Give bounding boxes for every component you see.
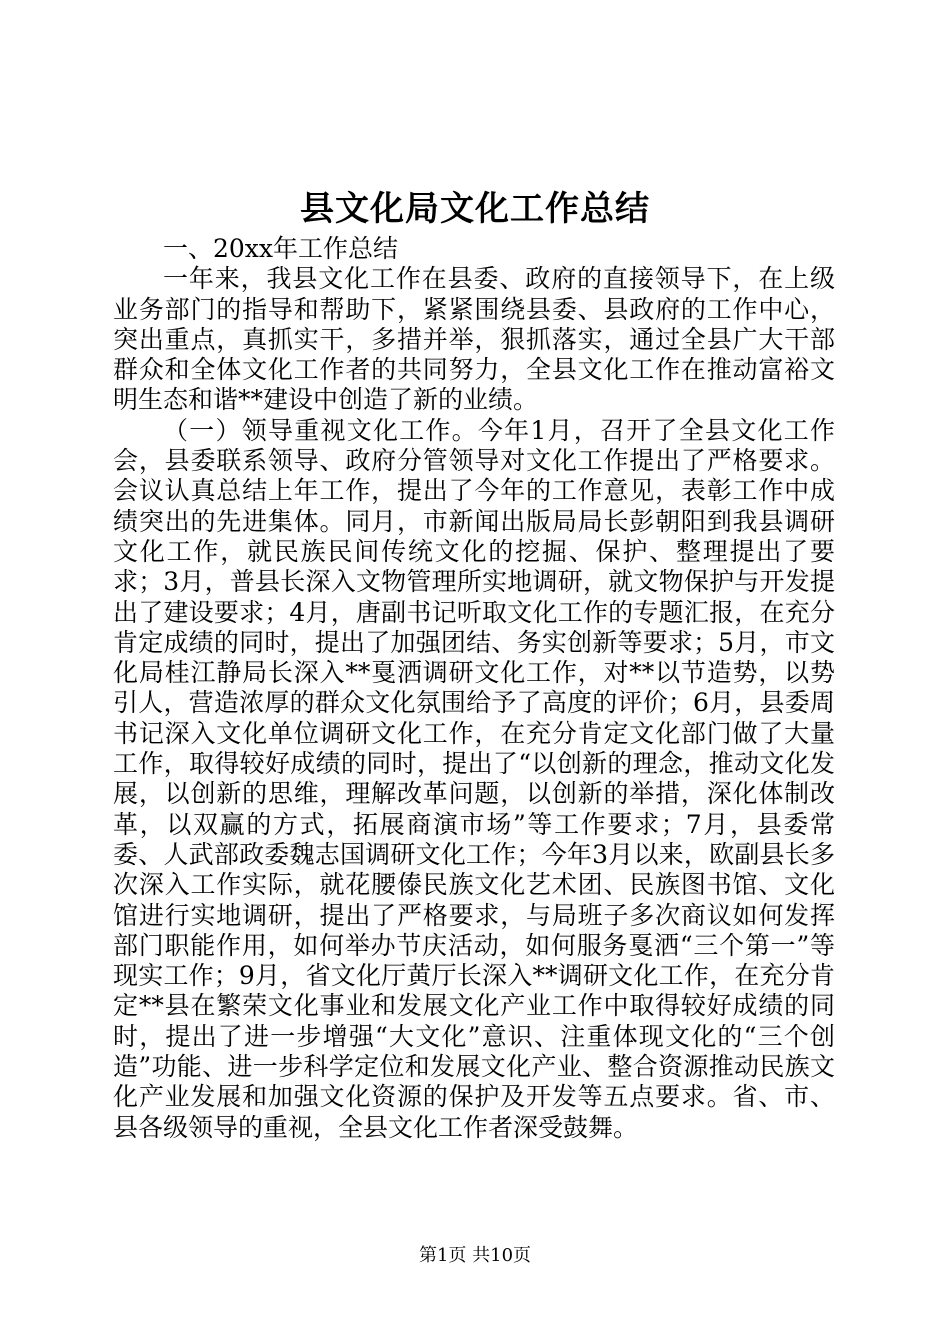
section-heading: 一、20xx年工作总结: [163, 234, 399, 263]
document-body: [113, 234, 835, 1143]
document-title: 县文化局文化工作总结: [300, 189, 650, 229]
paragraph-leadership: （一）领导重视文化工作。今年1月，召开了全县文化工作会，县委联系领导、政府分管领导对文化工作提出了严格要求。会议认真总结上年工作，提出了今年的工作意见，表彰工作中成绩突出的先进集体。同月，市新闻出版局局长彭朝阳到我县调研文化工作，就民族民间传统文化的挖掘、保护、整理提出了要求；3月，普县长深入文物管理所实地调研，就文物保护与开发提出了建设要求；4月，唐副书记听取文化工作的专题汇报，在充分肯定成绩的同时，提出了加强团结、务实创新等要求；5月，市文化局桂江静局长深入**戛洒调研文化工作，对**以节造势，以势引人，营造浓厚的群众文化氛围给予了高度的评价；6月，县委周书记深入文化单位调研文化工作，在充分肯定文化部门做了大量工作，取得较好成绩的同时，提出了“以创新的理念，推动文化发展，以创新的思维，理解改革问题，以创新的举措，深化体制改革，以双赢的方式，拓展商演市场”等工作要求；7月，县委常委、人武部政委魏志国调研文化工作；今年3月以来，欧副县长多次深入工作实际，就花腰傣民族文化艺术团、民族图书馆、文化馆进行实地调研，提出了严格要求，与局班子多次商议如何发挥部门职能作用，如何举办节庆活动，如何服务戛洒“三个第一”等现实工作；9月，省文化厅黄厅长深入**调研文化工作，在充分肯定**县在繁荣文化事业和发展文化产业工作中取得较好成绩的同时，提出了进一步增强“大文化”意识、注重体现文化的“三个创造”功能、进一步科学定位和发展文化产业、整合资源推动民族文化产业发展和加强文化资源的保护及开发等五点要求。省、市、县各级领导的重视，全县文化工作者深受鼓舞。: [113, 415, 835, 1142]
page-footer: 第1页 共10页: [418, 1245, 532, 1266]
paragraph-intro: 一年来，我县文化工作在县委、政府的直接领导下，在上级业务部门的指导和帮助下，紧紧围绕县委、县政府的工作中心，突出重点，真抓实干，多措并举，狠抓落实，通过全县广大干部群众和全体文化工作者的共同努力，全县文化工作在推动富裕文明生态和谐**建设中创造了新的业绩。: [113, 264, 835, 415]
